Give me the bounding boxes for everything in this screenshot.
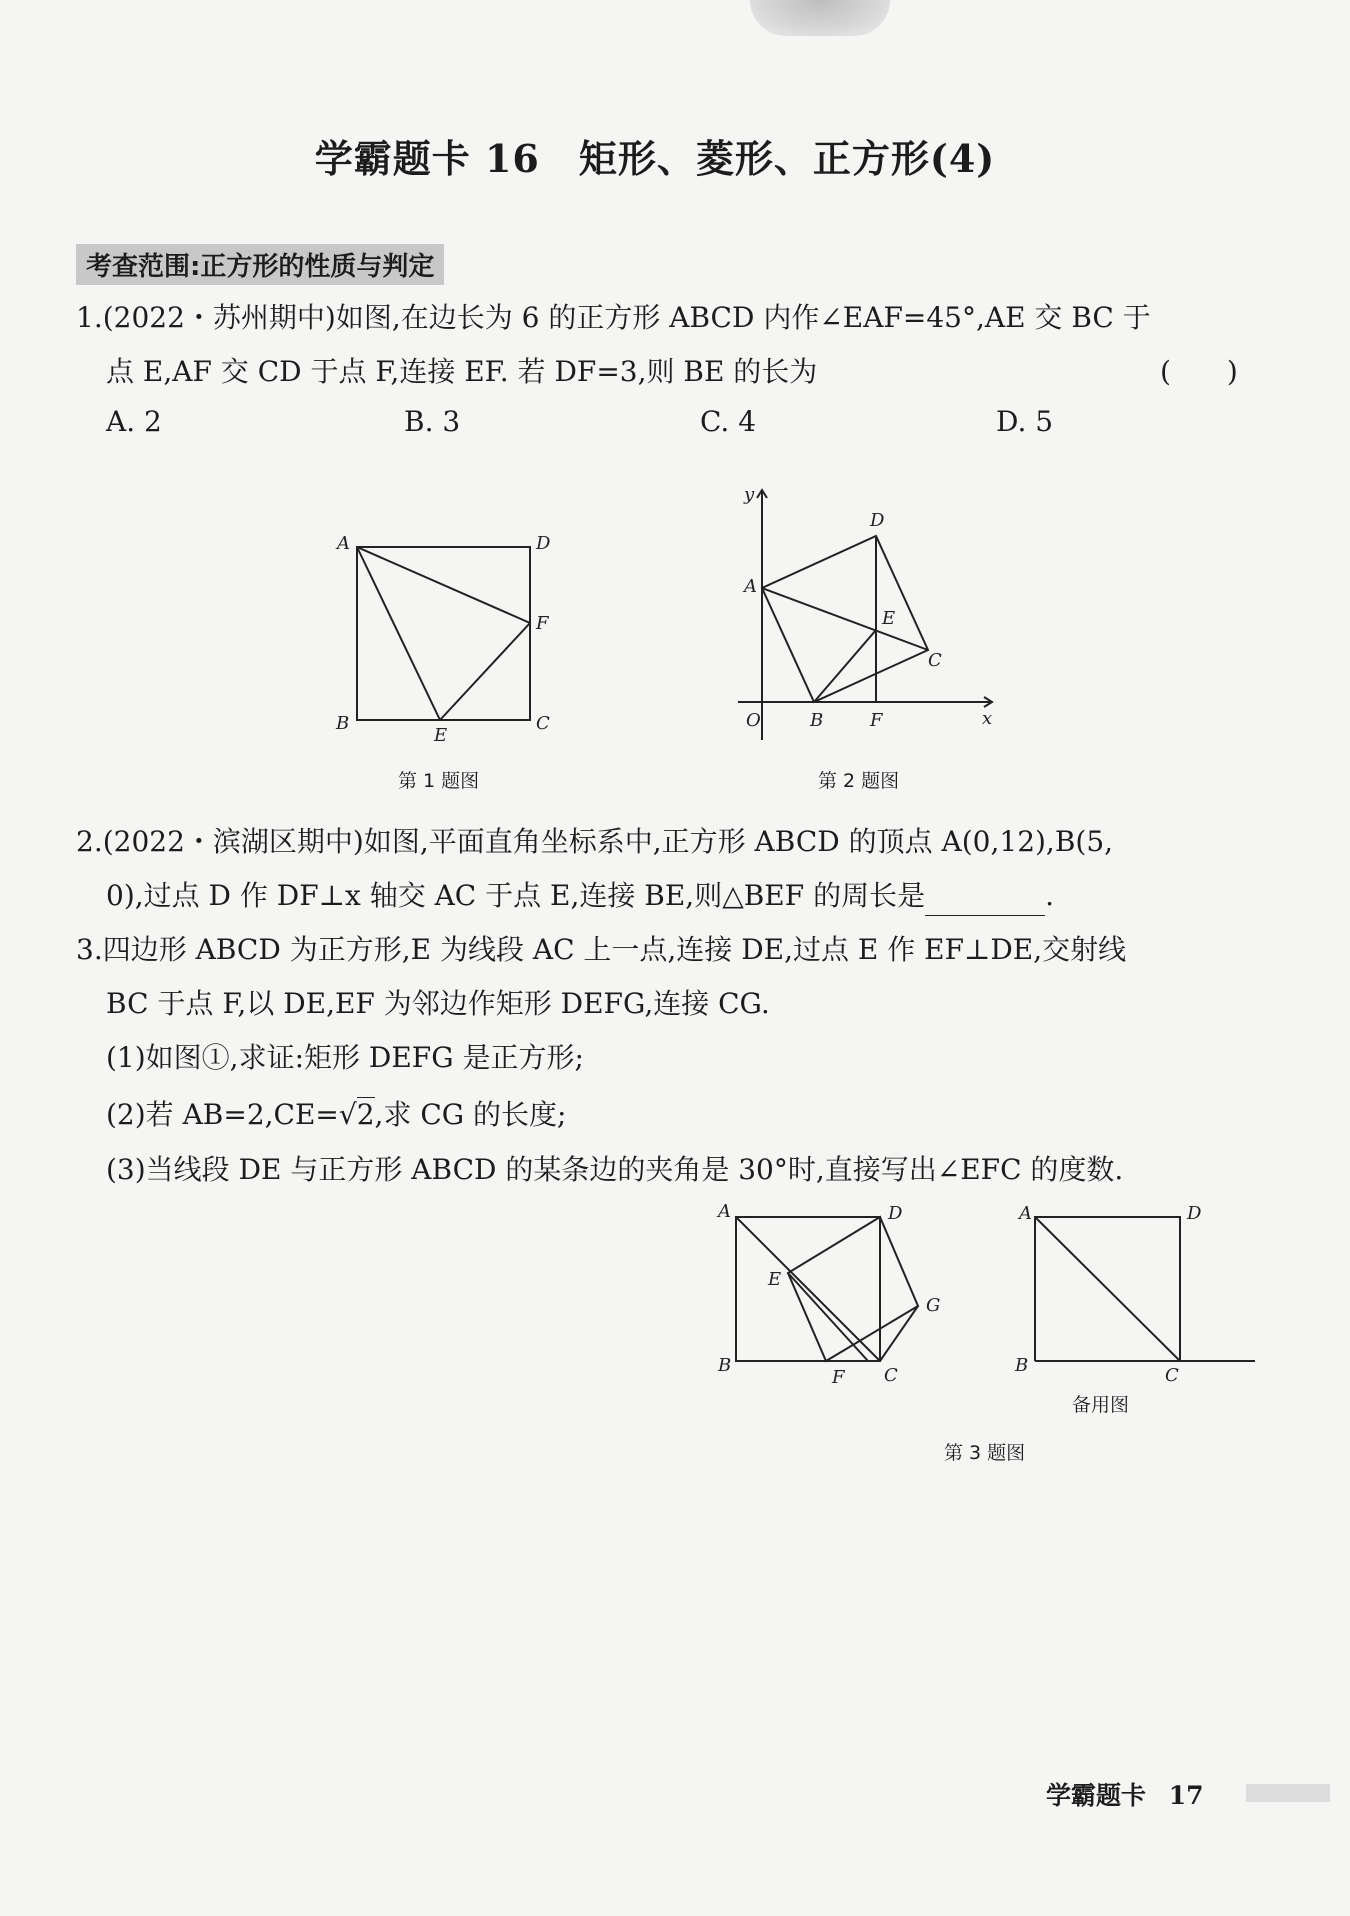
- fig1-label-e: E: [434, 725, 448, 745]
- fig1-segment-ae: [357, 547, 440, 720]
- fig3-label-c: C: [884, 1365, 898, 1386]
- fig2-label-b: B: [810, 710, 824, 731]
- figure-3-spare: [1005, 1195, 1265, 1385]
- q2-line2-end: .: [1045, 879, 1054, 912]
- fig3-label-a: A: [718, 1201, 731, 1222]
- scan-shadow: [750, 0, 890, 36]
- fig1-square: [357, 547, 530, 720]
- fig3-label-b: B: [718, 1355, 732, 1376]
- footer-label: 学霸题卡: [1046, 1781, 1147, 1810]
- fig1-label-c: C: [536, 713, 550, 734]
- spare-diagonal-ac: [1035, 1217, 1180, 1361]
- q2-line1: 2.(2022・滨湖区期中)如图,平面直角坐标系中,正方形 ABCD 的顶点 A(0,12),B(5,: [76, 825, 1114, 858]
- fig3-label-e: E: [768, 1269, 782, 1290]
- fig2-caption: 第 2 题图: [818, 770, 900, 792]
- q3-part1: (1)如图①,求证:矩形 DEFG 是正方形;: [106, 1041, 584, 1074]
- fig3-diagonal-ac: [736, 1217, 880, 1361]
- footer-bar: [1246, 1784, 1330, 1802]
- fig2-segment-be: [814, 630, 876, 702]
- q2-answer-blank[interactable]: [925, 885, 1045, 916]
- fig3-spare-caption: 备用图: [1072, 1394, 1130, 1416]
- fig1-label-f: F: [536, 613, 549, 634]
- fig2-label-y: y: [744, 484, 755, 505]
- spare-label-b: B: [1015, 1355, 1029, 1376]
- fig3-label-d: D: [888, 1203, 903, 1224]
- fig2-label-c: C: [928, 650, 942, 671]
- q1-option-b: B. 3: [404, 405, 461, 438]
- fig3-segment-ef: [788, 1273, 868, 1361]
- fig3-label-f: F: [832, 1367, 845, 1388]
- q3-part2: [106, 1095, 566, 1135]
- spare-label-a: A: [1019, 1203, 1032, 1224]
- fig3-caption: 第 3 题图: [944, 1442, 1026, 1464]
- page-title: 学霸题卡 16 矩形、菱形、正方形(4): [314, 136, 996, 181]
- q2-line2-text: 0),过点 D 作 DF⊥x 轴交 AC 于点 E,连接 BE,则△BEF 的周长是: [106, 879, 926, 912]
- spare-label-c: C: [1165, 1365, 1179, 1385]
- fig1-label-a: A: [337, 533, 350, 554]
- section-tag: 考查范围:正方形的性质与判定: [76, 244, 444, 285]
- fig1-segment-af: [357, 547, 530, 623]
- fig1-segment-ef: [440, 623, 530, 720]
- q2-line2: [106, 876, 1054, 916]
- fig1-caption: 第 1 题图: [398, 770, 480, 792]
- fig2-label-d: D: [870, 510, 885, 531]
- fig1-label-b: B: [336, 713, 350, 734]
- fig2-label-a: A: [744, 576, 757, 597]
- figure-1: [330, 525, 570, 745]
- q1-line1: 1.(2022・苏州期中)如图,在边长为 6 的正方形 ABCD 内作∠EAF=45°,AE 交 BC 于: [76, 301, 1151, 334]
- fig2-label-x: x: [982, 708, 993, 729]
- q3-part2-radicand: 2: [356, 1098, 375, 1131]
- fig2-label-e: E: [882, 608, 896, 629]
- q3-part2-end: ,求 CG 的长度;: [374, 1098, 567, 1131]
- q1-option-a: A. 2: [106, 405, 162, 438]
- q3-part2-text: (2)若 AB=2,CE=: [106, 1098, 339, 1131]
- q1-option-d: D. 5: [996, 405, 1054, 438]
- q3-part3: (3)当线段 DE 与正方形 ABCD 的某条边的夹角是 30°时,直接写出∠EFC 的度数.: [106, 1153, 1124, 1186]
- figure-2: [730, 480, 1010, 740]
- fig3-label-g: G: [926, 1295, 941, 1316]
- sqrt-icon: √: [338, 1098, 357, 1131]
- q1-line2: 点 E,AF 交 CD 于点 F,连接 EF. 若 DF=3,则 BE 的长为: [106, 355, 818, 388]
- fig1-label-d: D: [536, 533, 551, 554]
- fig3-segment-cg: [880, 1306, 918, 1361]
- page-number: 17: [1168, 1781, 1204, 1810]
- q1-option-c: C. 4: [700, 405, 757, 438]
- page-footer: [1046, 1776, 1204, 1812]
- fig2-label-o: O: [746, 710, 761, 731]
- spare-label-d: D: [1187, 1203, 1202, 1224]
- q3-line1: 3.四边形 ABCD 为正方形,E 为线段 AC 上一点,连接 DE,过点 E 作 EF⊥DE,交射线: [76, 933, 1127, 966]
- q3-line2: BC 于点 F,以 DE,EF 为邻边作矩形 DEFG,连接 CG.: [106, 987, 770, 1020]
- fig2-label-f: F: [870, 710, 883, 731]
- figure-3: [708, 1195, 958, 1395]
- q1-answer-paren: ( ): [1160, 355, 1238, 388]
